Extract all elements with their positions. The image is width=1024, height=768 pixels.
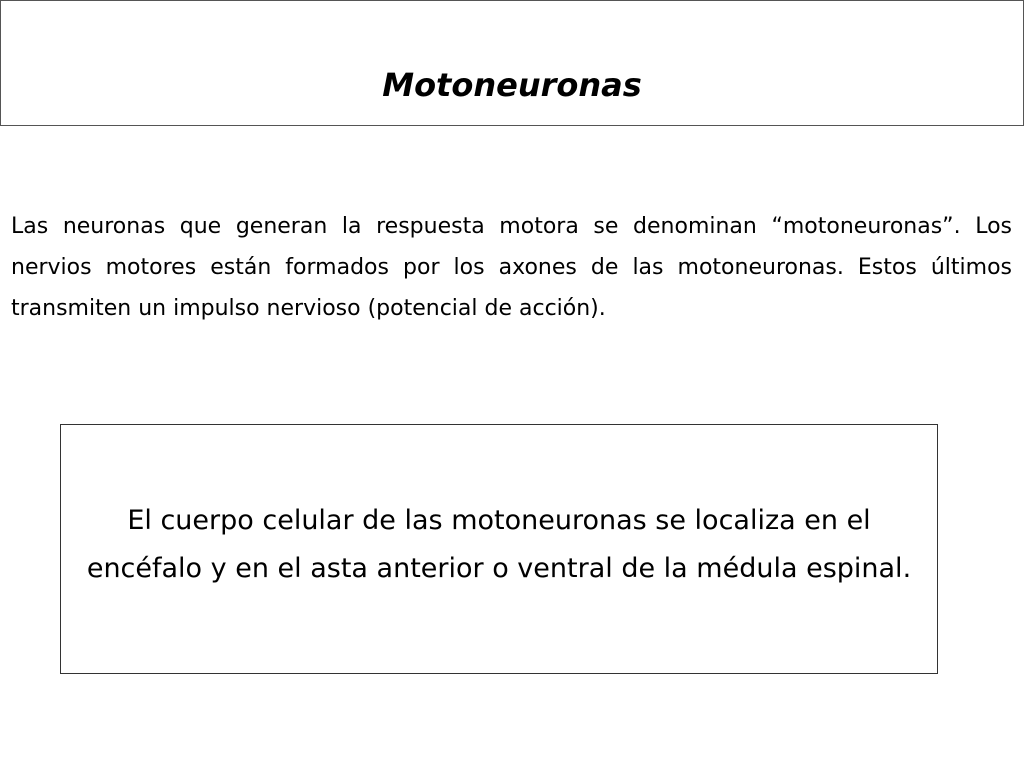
slide-title: Motoneuronas [382, 66, 642, 104]
body-paragraph: Las neuronas que generan la respuesta motora se denominan “motoneuronas”. Los nervios motores están formados por los axones de las motoneuronas. Estos últimos transmiten un impulso nervioso (potencial de acción). [11, 214, 1012, 321]
title-box [0, 0, 1024, 126]
highlight-text: El cuerpo celular de las motoneuronas se localiza en el encéfalo y en el asta anterior o ventral de la médula espinal. [86, 505, 912, 584]
highlight-box [60, 424, 938, 674]
